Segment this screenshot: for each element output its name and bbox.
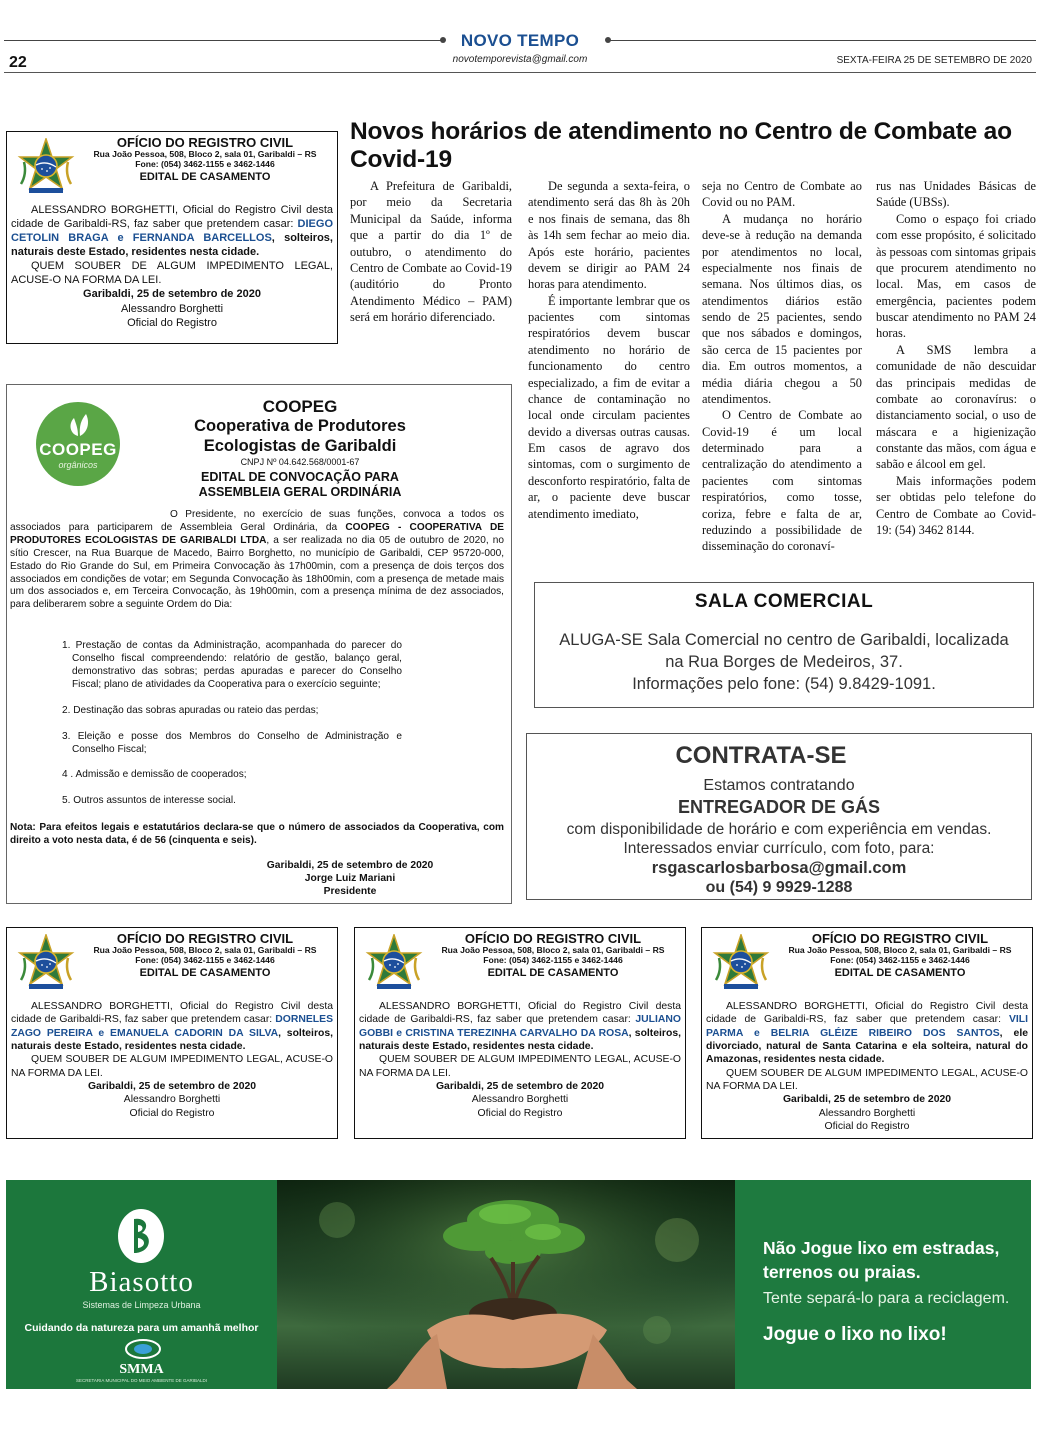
registro-address: Rua João Pessoa, 508, Bloco 2, sala 01, Garibaldi – RS [441,945,665,956]
coopeg-intro-details: , a ser realizada no dia 05 de outubro de 2020, no sítio Crescer, na Rua Buarque de Macedo, Bairro Borghetto, no município de Garibaldi, CEP 95720-000, Estado do Rio Grande do Sul, em Primeira Convocação às 17h00min, com a presença de dois terços dos associados em condições de votar; em Segunda Convocação às 18h00min, com a presença de metade mais um dos associados e, em Terceira Convocação, às 19h00min, com a presença mínima de dez associados, para deliberarem sobre a seguinte Ordem do Dia: [10,534,504,611]
registro-edital: EDITAL DE CASAMENTO [487,967,619,980]
article-column-3 [702,178,862,555]
registro-role: Oficial do Registro [129,1107,215,1119]
biasotto-brand: Biasotto [89,1266,194,1298]
registro-intro: ALESSANDRO BORGHETTI, Oficial do Registro Civil desta cidade de Garibaldi-RS, faz saber que pretendem casar: [11,1001,333,1026]
article-paragraph: É importante lembrar que os pacientes com sintomas respiratórios devem buscar atendimento no horário de funcionamento do centro especializado, a fim de evitar a chance de contaminação no local onde circulam pacientes devido a diversas outras causas. Em casos de agravo dos sintomas, com o surgimento de desconforto respiratório, falta de ar, o paciente deve buscar atendimento imediato, [528,293,690,521]
registro-phone: Fone: (054) 3462-1155 e 3462-1446 [135,158,275,169]
registro-impediment: QUEM SOUBER DE ALGUM IMPEDIMENTO LEGAL, ACUSE-O NA FORMA DA LEI. [11,260,333,287]
registro-date: Garibaldi, 25 de setembro de 2020 [782,1094,952,1106]
registro-details: , ele divorciado, natural de Santa Catarina e ela solteira, natural do Amazonas, residentes nesta cidade. [706,1027,1029,1066]
hands-holding-tree-photo [277,1180,735,1389]
article-column-2 [528,178,690,522]
leaf-icon [66,412,92,438]
registro-names: VILI PARMA e BELRIA GLÉIZE RIBEIRO DOS SANTOS [706,1014,1028,1039]
registro-title: OFÍCIO DO REGISTRO CIVIL [116,931,294,946]
sala-comercial-ad [534,582,1034,708]
registro-intro: ALESSANDRO BORGHETTI, Oficial do Registro Civil desta cidade de Garibaldi-RS, faz saber que pretendem casar: [359,1001,681,1026]
smma-sub: SECRETARIA MUNICIPAL DO MEIO AMBIENTE DE GARIBALDI [76,1378,207,1383]
registro-names: JULIANO GOBBI e CRISTINA TEREZINHA CARVALHO DA ROSA [359,1014,681,1039]
article-column-1 [350,178,512,325]
brasil-coat-of-arms-icon [15,934,77,992]
page-number: 22 [9,54,27,71]
registro-signer: Alessandro Borghetti [120,302,224,315]
coopeg-cnpj: CNPJ Nº 04.642.568/0001-67 [240,457,360,467]
coopeg-signer: Jorge Luiz Mariani [304,873,396,884]
sala-line-2: na Rua Borges de Medeiros, 37. [665,653,903,671]
biasotto-brand-sub: Sistemas de Limpeza Urbana [82,1300,201,1310]
registro-civil-notice-1 [6,927,338,1139]
article-column-4 [876,178,1036,538]
contrata-email[interactable]: rsgascarlosbarbosa@gmail.com [651,859,907,877]
smma-name: SMMA [119,1362,164,1377]
registro-intro: ALESSANDRO BORGHETTI, Oficial do Registro Civil desta cidade de Garibaldi-RS, faz saber que pretendem casar: [11,204,333,231]
registro-names: DIEGO CETOLIN BRAGA e FERNANDA BARCELLOS [11,218,333,245]
coopeg-full-name-1: Cooperativa de Produtores [194,417,406,435]
issue-date: SEXTA-FEIRA 25 DE SETEMBRO DE 2020 [836,55,1032,66]
registro-title: OFÍCIO DO REGISTRO CIVIL [811,931,989,946]
coopeg-note: Nota: Para efeitos legais e estatutários declara-se que o número de associados da Cooperativa, com direito a voto nesta data, é de 56 (cinquenta e seis). [10,822,504,846]
brasil-coat-of-arms-icon [710,934,772,992]
contrata-line-3: Interessados enviar currículo, com foto, para: [623,840,935,857]
contrata-line-1: Estamos contratando [703,777,855,794]
article-paragraph: De segunda a sexta-feira, o atendimento será das 8h às 20h e nos finais de semana, das 8h às 14h sem fechar ao meio dia. Após este horário, pacientes devem se dirigir ao PAM 24 horas para atendimento. [528,179,690,292]
registro-impediment: QUEM SOUBER DE ALGUM IMPEDIMENTO LEGAL, ACUSE-O NA FORMA DA LEI. [359,1054,681,1079]
registro-date: Garibaldi, 25 de setembro de 2020 [83,288,261,301]
coopeg-date: Garibaldi, 25 de setembro de 2020 [266,860,434,871]
contrata-job: ENTREGADOR DE GÁS [677,797,881,817]
registro-civil-notice-top [6,131,338,344]
biasotto-tagline: Cuidando da natureza para um amanhã melhor [24,1322,259,1334]
registro-phone: Fone: (054) 3462-1155 e 3462-1446 [483,954,623,965]
coopeg-agenda-item-4: 4 . Admissão e demissão de cooperados; [62,769,247,780]
coopeg-role: Presidente [323,886,377,897]
coopeg-logo-sub: orgânicos [58,460,98,470]
registro-signer: Alessandro Borghetti [123,1094,221,1106]
registro-title: OFÍCIO DO REGISTRO CIVIL [116,135,294,150]
contrata-title: CONTRATA-SE [675,742,847,769]
banner-message-panel [735,1180,1031,1389]
brasil-coat-of-arms-icon [15,138,77,196]
article-paragraph: Mais informações podem ser obtidas pelo telefone do Centro de Combate ao Covid-19: (54) 3462 8144. [876,473,1036,537]
tree-in-hands-illustration [277,1180,735,1389]
registro-signer: Alessandro Borghetti [818,1107,916,1119]
registro-edital: EDITAL DE CASAMENTO [139,967,271,980]
banner-message-1: Não Jogue lixo em estradas, [763,1238,1000,1258]
registro-date: Garibaldi, 25 de setembro de 2020 [87,1080,257,1092]
banner-message-2: terrenos ou praias. [763,1262,921,1282]
article-paragraph: seja no Centro de Combate ao Covid ou no PAM. [702,179,862,210]
registro-details: , solteiros, naturais deste Estado, residentes nesta cidade. [11,232,333,259]
article-paragraph: rus nas Unidades Básicas de Saúde (UBSs). [876,179,1036,210]
registro-date: Garibaldi, 25 de setembro de 2020 [435,1080,605,1092]
banner-message-4: Jogue o lixo no lixo! [763,1324,947,1345]
sala-line-3: Informações pelo fone: (54) 9.8429-1091. [632,675,936,693]
coopeg-intro-company: COOPEG - COOPERATIVA DE PRODUTORES ECOLOGISTAS DE GARIBALDI LTDA [10,521,504,546]
coopeg-name: COOPEG [262,397,338,416]
article-title: Novos horários de atendimento no Centro de Combate ao Covid-19 [350,118,1012,173]
registro-phone: Fone: (054) 3462-1155 e 3462-1446 [135,954,275,965]
coopeg-edital-2: ASSEMBLEIA GERAL ORDINÁRIA [198,485,402,499]
registro-edital: EDITAL DE CASAMENTO [834,967,966,980]
smma-logo-icon [124,1337,162,1361]
header-email[interactable]: novotemporevista@gmail.com [452,54,588,65]
coopeg-intro [10,509,504,612]
registro-role: Oficial do Registro [127,316,217,329]
biasotto-logo-icon [116,1207,166,1265]
brasil-coat-of-arms-icon [363,934,425,992]
registro-address: Rua João Pessoa, 508, Bloco 2, sala 01, Garibaldi – RS [93,945,317,956]
registro-phone: Fone: (054) 3462-1155 e 3462-1446 [830,954,970,965]
masthead: NOVO TEMPO [460,31,580,50]
sala-line-1: ALUGA-SE Sala Comercial no centro de Garibaldi, localizada [559,631,1009,649]
registro-civil-notice-2 [354,927,686,1139]
registro-impediment: QUEM SOUBER DE ALGUM IMPEDIMENTO LEGAL, ACUSE-O NA FORMA DA LEI. [706,1067,1028,1092]
contrata-phone: ou (54) 9 9929-1288 [705,879,853,896]
banner-brand-panel [6,1180,277,1389]
article-paragraph: O Centro de Combate ao Covid-19 é um local determinado para a centralização do atendimento a pacientes com sintomas respiratórios, como tosse, coriza, febre e falta de ar, reduzindo a possibilidade de disseminação do coronaví- [702,408,862,554]
registro-details: , solteiros, naturais deste Estado, residentes nesta cidade. [11,1027,333,1052]
registro-address: Rua João Pessoa, 508, Bloco 2, sala 01, Garibaldi – RS [788,945,1012,956]
coopeg-agenda-item-5: 5. Outros assuntos de interesse social. [62,795,236,806]
coopeg-logo-text: COOPEG [39,440,117,459]
registro-role: Oficial do Registro [477,1107,563,1119]
header-bottom-rule [4,72,1036,73]
registro-role: Oficial do Registro [824,1120,910,1132]
coopeg-edital-1: EDITAL DE CONVOCAÇÃO PARA [201,470,399,484]
coopeg-agenda-item-3: 3. Eleição e posse dos Membros do Conselho de Administração e Conselho Fiscal; [62,731,402,755]
registro-names: DORNELES ZAGO PEREIRA e EMANUELA CADORIN DA SILVA [11,1014,333,1039]
registro-impediment: QUEM SOUBER DE ALGUM IMPEDIMENTO LEGAL, ACUSE-O NA FORMA DA LEI. [11,1054,333,1079]
header-rule-right [610,40,1036,41]
coopeg-agenda-item-1: 1. Prestação de contas da Administração, acompanhada do parecer do Conselho fiscal compreendendo: relatório de gestão, balanço geral, demonstrativo das sobras; perdas apuradas e parecer do Conselho Fiscal; plano de atividades da Cooperativa para o exercício seguinte; [62,640,402,690]
biasotto-banner [6,1180,1031,1389]
article-paragraph: Como o espaço foi criado com esse propósito, é solicitado às pessoas com sintomas gripais que procurem atendimento no local. Mas, em casos de emergência, pacientes podem buscar atendimento no PAM 24 horas. [876,211,1036,341]
coopeg-full-name-2: Ecologistas de Garibaldi [203,437,397,455]
registro-address: Rua João Pessoa, 508, Bloco 2, sala 01, Garibaldi – RS [93,149,317,160]
registro-edital: EDITAL DE CASAMENTO [139,171,271,184]
registro-details: , solteiros, naturais deste Estado, residentes nesta cidade. [359,1027,681,1052]
registro-title: OFÍCIO DO REGISTRO CIVIL [464,931,642,946]
header-rule-left [4,40,442,41]
sala-title: SALA COMERCIAL [694,591,874,612]
article-paragraph: A mudança no horário deve-se à redução na demanda por atendimentos no local, especialmente nos finais de semana. Nos últimos dias, os atendimentos diários estão sendo de 25 pacientes, sendo que nos sábados e domingos, são cerca de 15 pacientes por dia. Em outros momentos, a média diária chegou a 50 atendimentos. [702,211,862,406]
registro-civil-notice-3 [701,927,1033,1139]
article-paragraph: A SMS lembra a comunidade de não descuidar das principais medidas de combate ao coronavírus: o distanciamento social, o uso de máscara e a higienização constante das mãos, com água e sabão e álcool em gel. [876,342,1036,472]
registro-signer: Alessandro Borghetti [471,1094,569,1106]
article-paragraph: A Prefeitura de Garibaldi, por meio da Secretaria Municipal da Saúde, informa que a partir do dia 1º de outubro, o atendimento do Centro de Combate ao Covid-19 (auditório do Pronto Atendimento Médico – PAM) será em horário diferenciado. [350,179,512,324]
registro-intro: ALESSANDRO BORGHETTI, Oficial do Registro Civil desta cidade de Garibaldi-RS, faz saber que pretendem casar: [706,1001,1028,1026]
coopeg-agenda-item-2: 2. Destinação das sobras apuradas ou rateio das perdas; [62,705,319,716]
contrata-line-2: com disponibilidade de horário e com experiência em vendas. [566,821,992,838]
coopeg-intro-text: O Presidente, no exercício de suas funções, convoca a todos os associados para participarem de Assembleia Geral Ordinária, da [10,509,504,533]
contrata-se-ad [526,733,1032,900]
coopeg-logo [36,402,120,486]
banner-message-3: Tente separá-lo para a reciclagem. [763,1290,1010,1307]
